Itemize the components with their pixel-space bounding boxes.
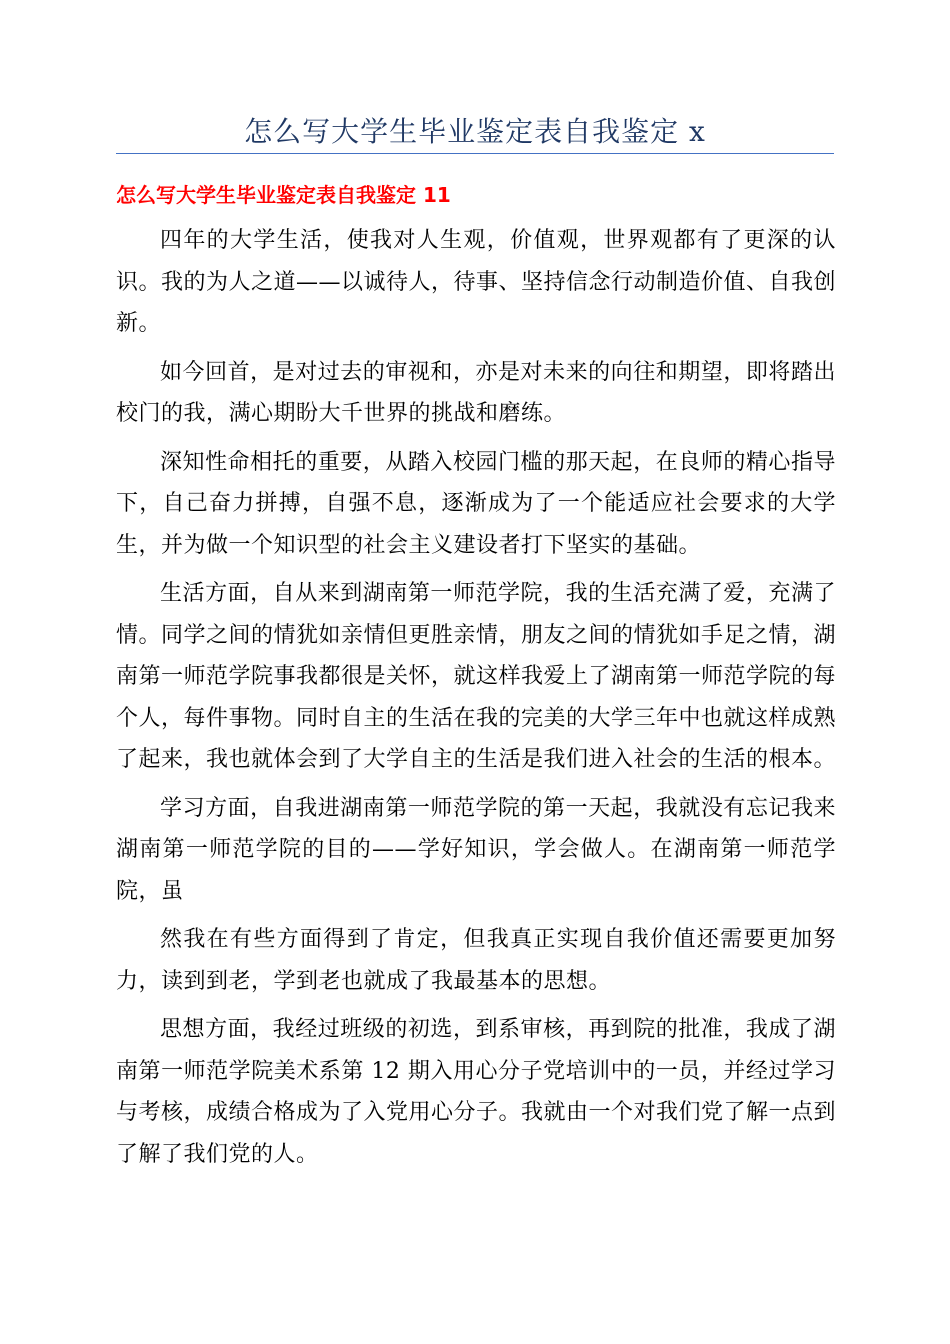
paragraph-1: 四年的大学生活，使我对人生观，价值观，世界观都有了更深的认识。我的为人之道——以诚待人，待事、坚持信念行动制造价值、自我创新。 (116, 228, 837, 336)
section-heading: 怎么写大学生毕业鉴定表自我鉴定 11 (116, 183, 451, 207)
paragraph-3: 深知性命相托的重要，从踏入校园门槛的那天起，在良师的精心指导下，自己奋力拼搏，自强不息，逐渐成为了一个能适应社会要求的大学生，并为做一个知识型的社会主义建设者打下坚实的基础。 (116, 449, 836, 558)
paragraph-2: 如今回首，是对过去的审视和，亦是对未来的向往和期望，即将踏出校门的我，满心期盼大千世界的挑战和磨练。 (116, 359, 836, 426)
paragraph-5: 学习方面，自我进湖南第一师范学院的第一天起，我就没有忘记我来湖南第一师范学院的目的——学好知识，学会做人。在湖南第一师范学院，虽 (116, 795, 836, 904)
document-title: 怎么写大学生毕业鉴定表自我鉴定 x (244, 115, 706, 148)
paragraph-4: 生活方面，自从来到湖南第一师范学院，我的生活充满了爱，充满了情。同学之间的情犹如亲情但更胜亲情，朋友之间的情犹如手足之情，湖南第一师范学院事我都很是关怀，就这样我爱上了湖南第一师范学院的每个人，每件事物。同时自主的生活在我的完美的大学三年中也就这样成熟了起来，我也就体会到了大学自主的生活是我们进入社会的生活的根本。 (116, 581, 837, 772)
paragraph-7: 思想方面，我经过班级的初选，到系审核，再到院的批准，我成了湖南第一师范学院美术系第 12 期入用心分子党培训中的一员，并经过学习与考核，成绩合格成为了入党用心分子。我就由一个对我们党了解一点到了解了我们党的人。 (116, 1017, 837, 1167)
paragraph-6: 然我在有些方面得到了肯定，但我真正实现自我价值还需要更加努力，读到到老，学到老也就成了我最基本的思想。 (116, 927, 836, 994)
document-body (116, 220, 836, 1182)
title-underline (116, 153, 834, 154)
